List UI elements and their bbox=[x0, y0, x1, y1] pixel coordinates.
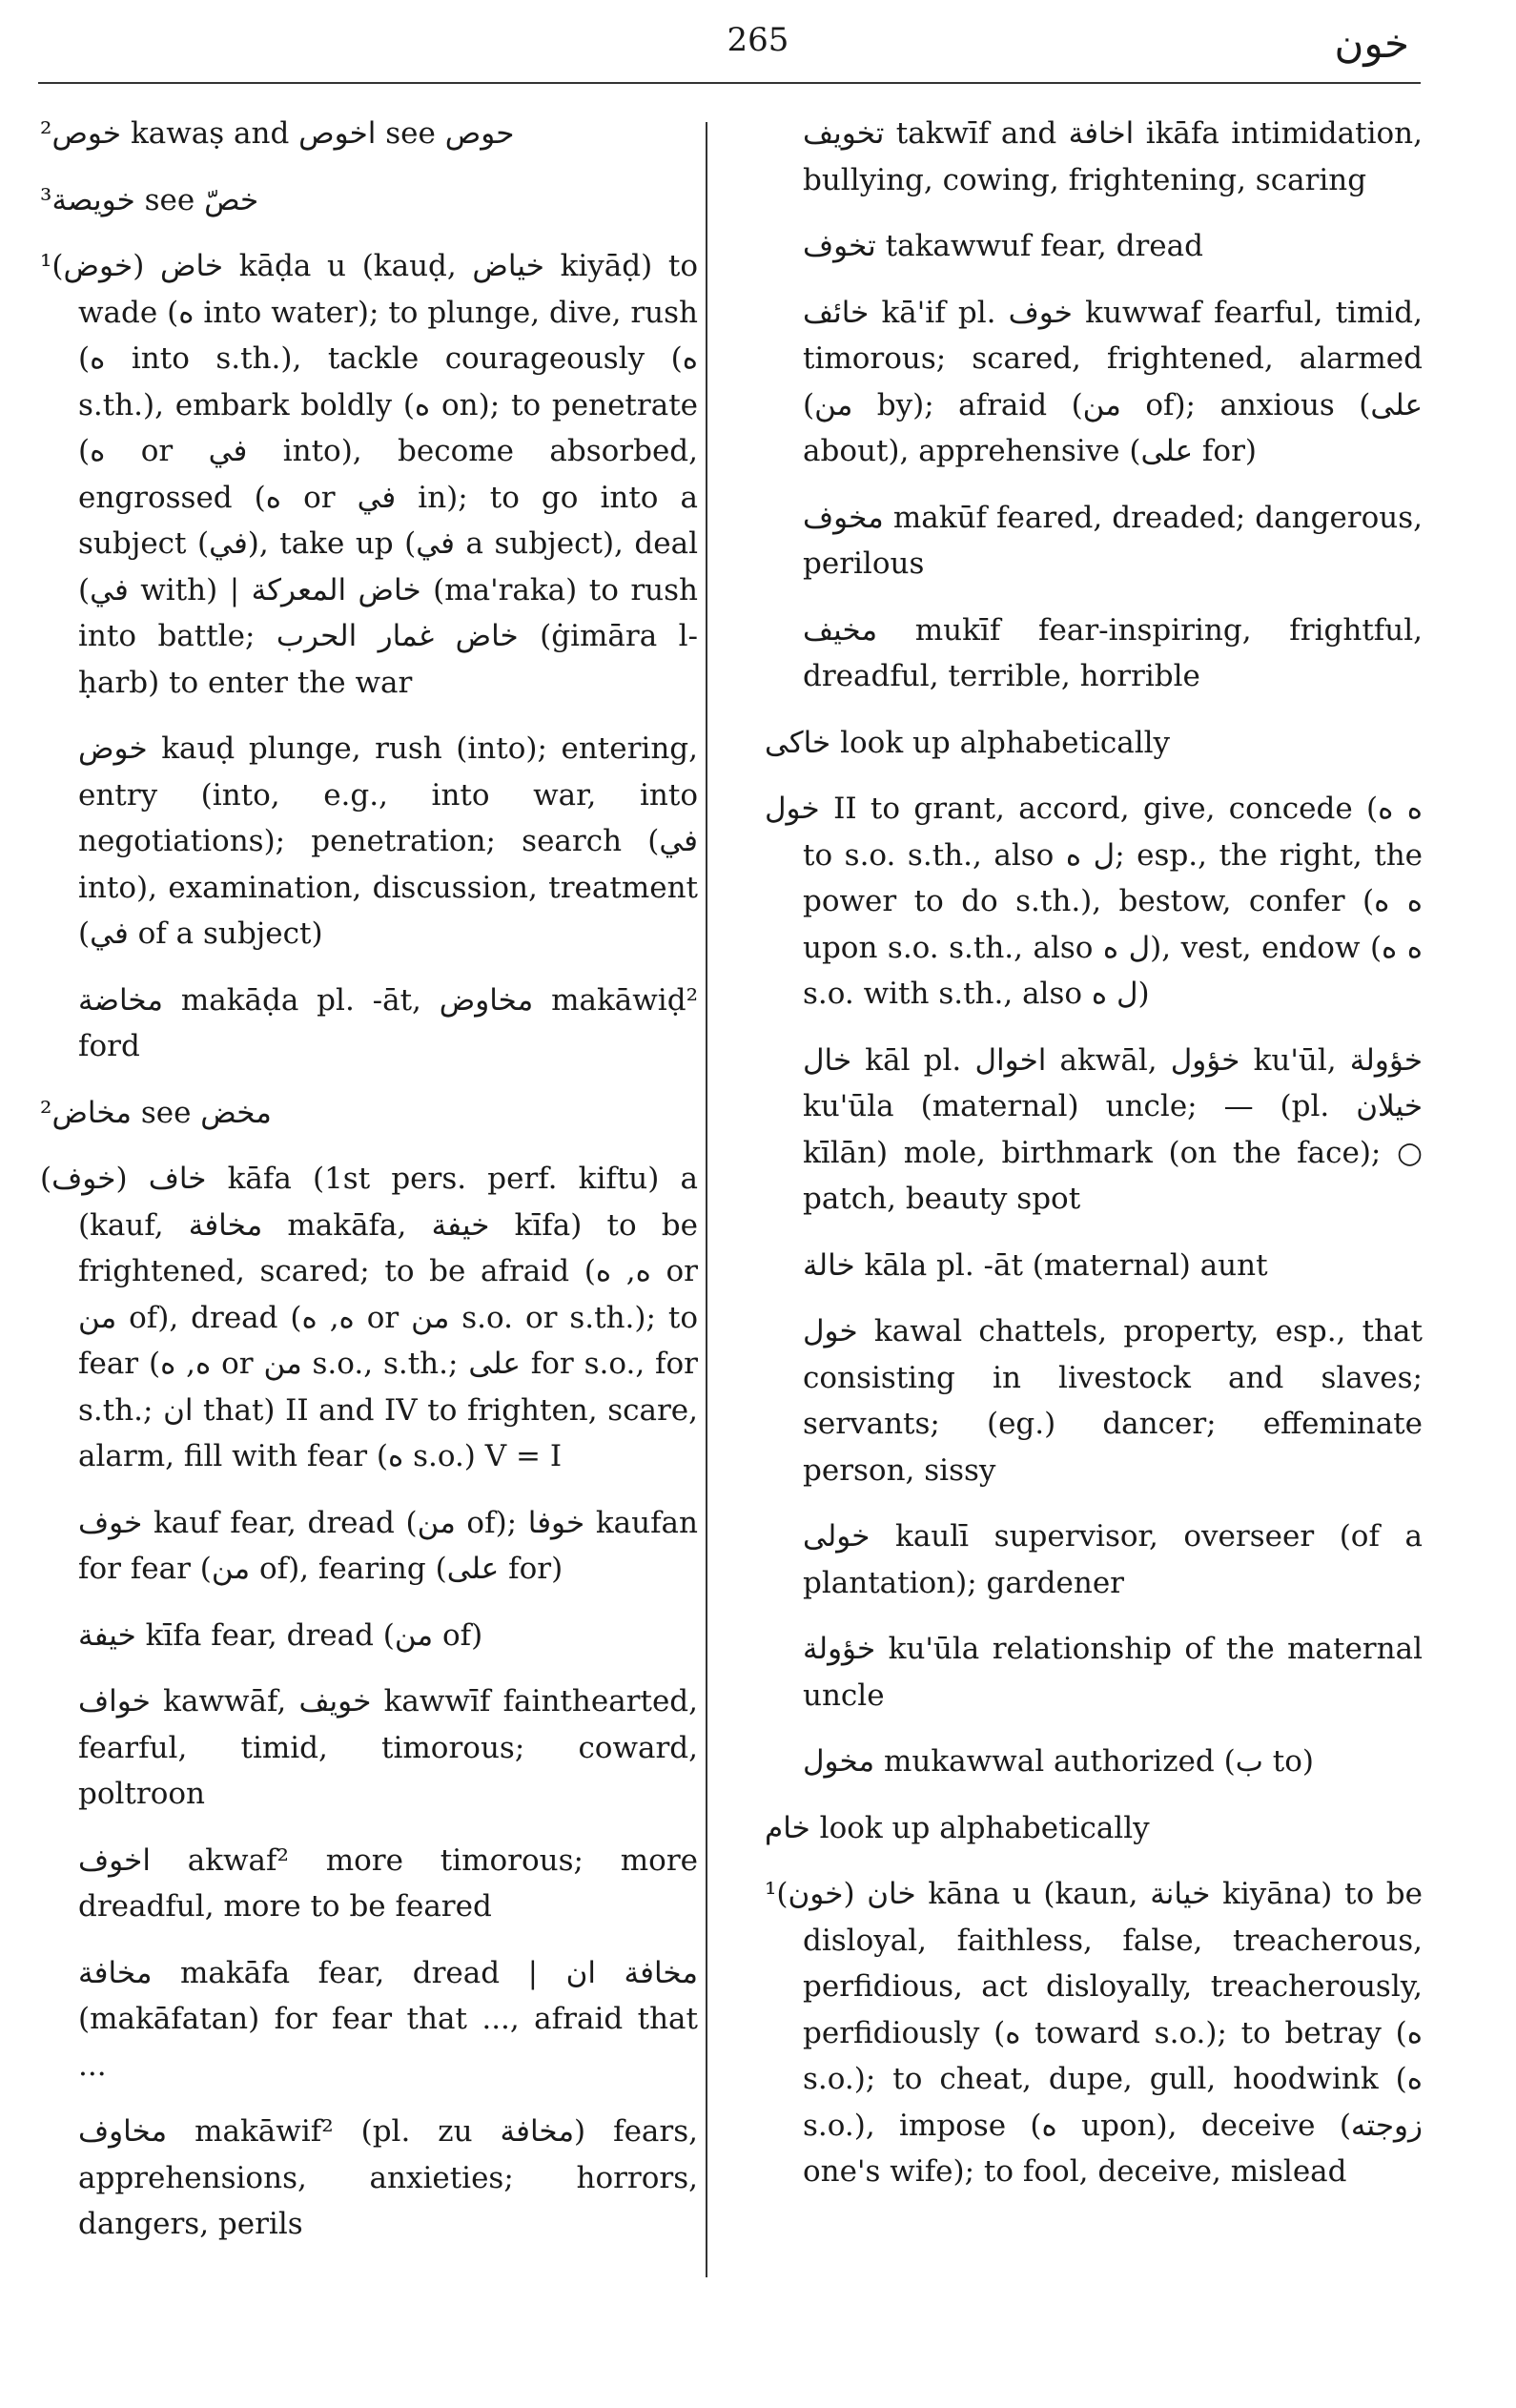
dictionary-entry: خوف kauf fear, dread (من of); خوفا kaufan for fear (من of), fearing (على for) bbox=[78, 1505, 698, 1586]
dictionary-entry: مخاضة makāḍa pl. -āt, مخاوض makāwiḍ² ford bbox=[78, 982, 698, 1063]
dictionary-entry: خائف kā'if pl. خوف kuwwaf fearful, timid, timorous; scared, frightened, alarmed (من by); afraid (من of); anxious (على about), apprehensive (على for) bbox=[803, 295, 1423, 468]
dictionary-entry: (خوف) خاف kāfa (1st pers. perf. kiftu) a (kauf, مخافة makāfa, خيفة kīfa) to be frightened, scared; to be afraid (ه, ه or من of), dread (ه, ه or من s.o. or s.th.); to fear (ه, ه or من s.o., s.th.; على for s.o., for s.th.; ان that) II and IV to frighten, scare, alarm, fill with fear (ه s.o.) V = I bbox=[40, 1162, 698, 1473]
dictionary-entry: خام look up alphabetically bbox=[765, 1810, 1150, 1845]
dictionary-entry: ³خويصة see خصّ bbox=[40, 182, 259, 217]
dictionary-entry: خؤولة ku'ūla relationship of the maternal uncle bbox=[803, 1632, 1423, 1713]
dictionary-entry: مخول mukawwal authorized (ب to) bbox=[803, 1744, 1314, 1779]
dictionary-entry: خاكى look up alphabetically bbox=[765, 725, 1171, 760]
dictionary-entry: مخوف makūf feared, dreaded; dangerous, perilous bbox=[803, 500, 1423, 581]
dictionary-entry: اخوف akwaf² more timorous; more dreadful, more to be feared bbox=[78, 1842, 698, 1924]
page-number: 265 bbox=[727, 21, 789, 59]
dictionary-entry: مخيف mukīf fear-inspiring, frightful, dreadful, terrible, horrible bbox=[803, 612, 1423, 693]
dictionary-entry: خال kāl pl. اخوال akwāl, خؤول ku'ūl, خؤولة ku'ūla (maternal) uncle; — (pl. خيلان kīlān) mole, birthmark (on the face); ○ patch, beauty spot bbox=[803, 1042, 1423, 1216]
right-column bbox=[765, 111, 1423, 2215]
dictionary-entry: مخاوف makāwif² (pl. zu مخافة) fears, apprehensions, anxieties; horrors, dangers, perils bbox=[78, 2114, 698, 2241]
dictionary-entry: مخافة makāfa fear, dread | مخافة ان (makāfatan) for fear that ..., afraid that ... bbox=[78, 1955, 699, 2083]
dictionary-entry: خوض kauḍ plunge, rush (into); entering, entry (into, e.g., into war, into negotiations); penetration; search (في into), examination, discussion, treatment (في of a subject) bbox=[78, 731, 698, 951]
dictionary-entry: خواف kawwāf, خويف kawwīf fainthearted, fearful, timid, timorous; coward, poltroon bbox=[78, 1684, 698, 1811]
dictionary-entry: خولى kaulī supervisor, overseer (of a plantation); gardener bbox=[803, 1519, 1423, 1600]
column-divider bbox=[706, 122, 707, 2277]
dictionary-entry: ²خوص kawaṣ and اخوص see حوص bbox=[40, 116, 515, 151]
dictionary-entry: خول II to grant, accord, give, concede (ه ه to s.o. s.th., also ل ه; esp., the right, the power to do s.th.), bestow, confer (ه ه upon s.o. s.th., also ل ه), vest, endow (ه ه s.o. with s.th., also ل ه) bbox=[765, 792, 1424, 1011]
running-head: خون bbox=[1334, 20, 1409, 67]
dictionary-entry: ²مخاض see مخض bbox=[40, 1095, 272, 1130]
dictionary-entry: ¹(خون) خان kāna u (kaun, خيانة kiyāna) to be disloyal, faithless, false, treacherous, perfidious, act disloyally, treacherously, perfidiously (ه toward s.o.); to betray (ه s.o.); to cheat, dupe, gull, hoodwink (ه s.o.), impose (ه upon), deceive (زوجته one's wife); to fool, deceive, mislead bbox=[765, 1877, 1423, 2189]
left-column bbox=[40, 111, 698, 2268]
dictionary-entry: تخويف takwīf and اخافة ikāfa intimidation, bullying, cowing, frightening, scaring bbox=[803, 116, 1423, 197]
dictionary-entry: تخوف takawwuf fear, dread bbox=[803, 229, 1203, 263]
dictionary-entry: ¹(خوض) خاض kāḍa u (kauḍ, خياض kiyāḍ) to wade (ه into water); to plunge, dive, rush (ه into s.th.), tackle courageously (ه s.th.), embark boldly (ه on); to penetrate (ه or في into), become absorbed, engrossed (ه or في in); to go into a subject (في), take up (في a subject), deal (في with) | خاض المعركة (ma'raka) to rush into battle; خاض غمار الحرب (ġimāra l-ḥarb) to enter the war bbox=[40, 249, 699, 700]
dictionary-entry: خالة kāla pl. -āt (maternal) aunt bbox=[803, 1247, 1268, 1283]
dictionary-entry: خول kawal chattels, property, esp., that consisting in livestock and slaves; servants; (eg.) dancer; effeminate person, sissy bbox=[803, 1314, 1423, 1488]
dictionary-entry: خيفة kīfa fear, dread (من of) bbox=[78, 1617, 483, 1653]
header-rule bbox=[38, 82, 1421, 84]
